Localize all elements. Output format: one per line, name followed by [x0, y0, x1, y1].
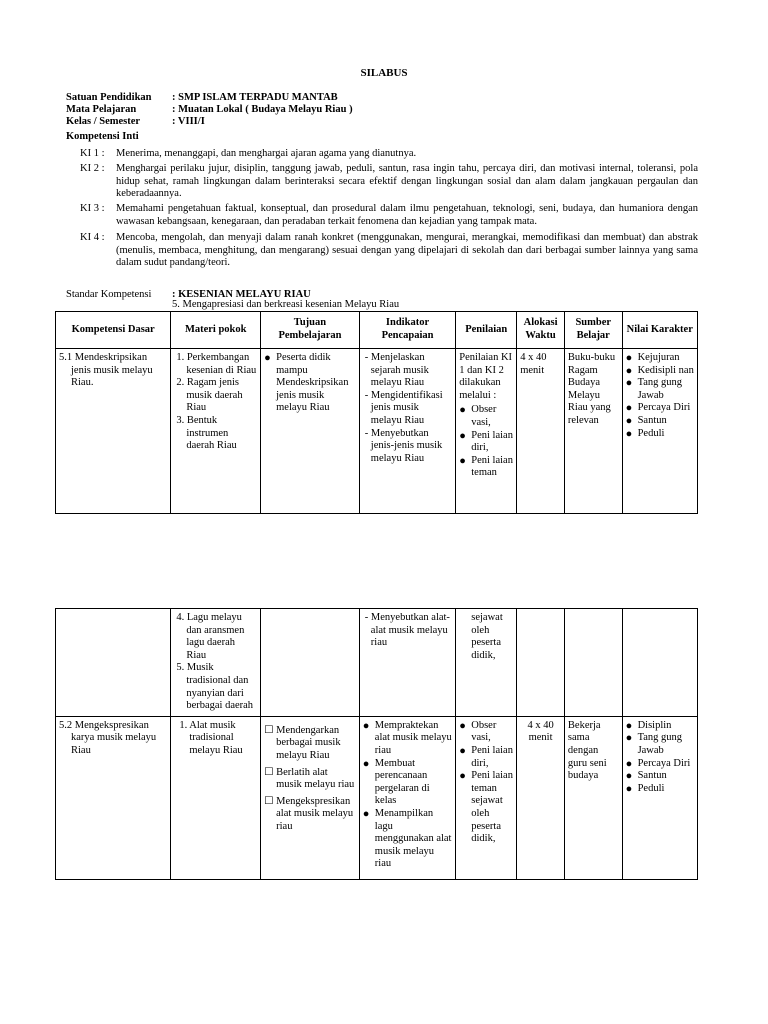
list-item: ● Membuat perencanaan pergelaran di kelas: [362, 757, 430, 807]
sk-sub: 5. Mengapresiasi dan berkreasi kesenian Melayu Riau: [172, 299, 400, 310]
bullet-icon: ●: [625, 352, 633, 364]
cell-indikator: [359, 716, 455, 879]
list-item: 1. Perkembangan kesenian di Riau: [176, 352, 257, 376]
bullet-icon: ●: [625, 719, 633, 732]
list-item: ● Percaya Diri: [625, 402, 691, 415]
list-item: ● Obser vasi,: [459, 719, 497, 744]
ki-2-code: KI 2 :: [80, 163, 105, 174]
list-item: - Mengidentifikasi jenis musik melayu Riau: [364, 389, 443, 426]
list-item: - Menyebutkan alat-alat musik melayu riau: [364, 612, 450, 649]
cell-sumber: [564, 609, 622, 717]
list-item: 4. Lagu melayu dan aransmen lagu daerah Riau: [176, 612, 245, 661]
ki-3: [80, 203, 698, 228]
checkbox-icon: ☐: [264, 795, 274, 807]
th-nilai: Nilai Karakter: [622, 312, 697, 349]
bullet-icon: ●: [625, 757, 633, 770]
list-item: 1. Alat musik tradisional melayu Riau: [179, 719, 243, 756]
cell-tujuan: [261, 609, 360, 717]
list-item: 3. Bentuk instrumen daerah Riau: [176, 414, 237, 452]
bullet-icon: ●: [459, 744, 466, 757]
list-item: ● Santun: [625, 414, 667, 427]
table-row: [56, 716, 698, 879]
bullet-icon: ●: [362, 807, 370, 820]
kompetensi-inti-heading: Kompetensi Inti: [66, 131, 139, 142]
list-item: ● Peduli: [625, 782, 665, 795]
list-item: ● Mempraktekan alat musik melayu riau: [362, 719, 452, 756]
header-mapel: [66, 104, 353, 117]
ki-2: [80, 163, 698, 201]
list-item: ● Santun: [625, 770, 667, 783]
bullet-icon: ●: [625, 770, 633, 783]
ki-2-text: Menghargai perilaku jujur, disiplin, tanggung jawab, peduli, santun, rasa ingin tahu, percaya diri, dan motivasi internal, toleransi, pola hidup sehat, ramah lingkungan dalam berinteraksi secara efektif dengan lingkungan sosial dan alam dalam jangkauan pergaulan dan keberadaannya.: [116, 163, 698, 200]
list-item: ● Kedisipli nan: [625, 364, 694, 377]
header-satuan: [66, 92, 338, 105]
ki-4-text: Mencoba, mengolah, dan menyaji dalam ranah konkret (menggunakan, mengurai, merangkai, memodifikasi dan membuat) dan abstrak (menulis, membaca, menghitung, dan mengarang) sesuai dengan yang dipelajari di sekolah dan dari berbagai sumber lainnya yang sama dalam sudut pandang/teori.: [116, 232, 698, 269]
list-item: ● Peni laian teman: [459, 454, 513, 479]
mapel-value: : Muatan Lokal ( Budaya Melayu Riau ): [172, 104, 353, 115]
list-item: ● Peni laian teman sejawat oleh peserta didik,: [459, 770, 513, 845]
header-kelas: [66, 116, 205, 129]
table-row: [56, 609, 698, 717]
list-item: - Menjelaskan sejarah musik melayu Riau: [364, 352, 429, 389]
bullet-icon: ●: [625, 414, 633, 427]
syllabus-table-2: [55, 608, 698, 880]
cell-nilai: [622, 609, 697, 717]
list-item: ☐ Berlatih alat musik melayu riau: [264, 766, 355, 791]
cell-materi: [171, 349, 261, 514]
cell-alokasi: 4 x 40 menit: [517, 716, 565, 879]
ki-3-text: Memahami pengetahuan faktual, konseptual, dan prosedural dalam ilmu pengetahuan, teknologi, seni, budaya, dan humaniora dengan wawasan kebangsaan, kenegaraan, dan peradaban terkait fenomena dan kejadian yang tampak mata.: [116, 203, 698, 227]
cell-penilaian: [456, 716, 517, 879]
bullet-icon: ●: [625, 402, 633, 415]
cell-nilai: [622, 349, 697, 514]
cell-kd: 5.2 Mengekspresikan karya musik melayu Riau: [56, 716, 171, 879]
list-item: ● Tang gung Jawab: [625, 377, 683, 401]
ki-1-code: KI 1 :: [80, 148, 105, 159]
checkbox-icon: ☐: [264, 724, 274, 736]
list-item: 5. Musik tradisional dan nyanyian dari berbagai daerah: [176, 662, 254, 712]
syllabus-table-1: [55, 311, 698, 514]
cell-materi: [171, 716, 261, 879]
ki-1: [80, 148, 698, 161]
th-materi-pokok: Materi pokok: [171, 312, 261, 349]
cell-tujuan: [261, 716, 360, 879]
cell-penilaian: Penilaian KI 1 dan KI 2 dilakukan melalui : ● Obser vasi, ● Peni laian diri, ● Peni laian teman: [456, 349, 517, 514]
document-title: SILABUS: [360, 67, 408, 79]
sk-label: Standar Kompetensi: [66, 289, 152, 300]
bullet-icon: ●: [459, 770, 466, 783]
th-sumber: Sumber Belajar: [564, 312, 622, 349]
list-item: - Menyebutkan jenis-jenis musik melayu Riau: [364, 427, 443, 464]
cell-penilaian: sejawat oleh peserta didik,: [456, 609, 517, 717]
ki-1-text: Menerima, menanggapi, dan menghargai ajaran agama yang dianutnya.: [116, 148, 417, 159]
bullet-icon: ●: [625, 732, 633, 745]
ki-3-code: KI 3 :: [80, 203, 105, 214]
list-item: ● Peserta didik mampu Mendeskripsikan jenis musik melayu Riau: [264, 352, 349, 414]
list-item: 2. Ragam jenis musik daerah Riau: [176, 377, 243, 414]
cell-sumber: Bekerja sama dengan guru seni budaya: [564, 716, 622, 879]
bullet-icon: ●: [625, 364, 633, 377]
th-tujuan: Tujuan Pembelajaran: [261, 312, 360, 349]
bullet-icon: ●: [362, 719, 370, 732]
list-item: ● Tang gung Jawab: [625, 732, 683, 756]
bullet-icon: ●: [459, 454, 466, 467]
bullet-icon: ●: [625, 427, 633, 440]
satuan-label: Satuan Pendidikan: [66, 92, 152, 103]
sk-value: : KESENIAN MELAYU RIAU: [172, 289, 311, 300]
checkbox-icon: ☐: [264, 766, 274, 778]
table-row: [56, 349, 698, 514]
ki-4-code: KI 4 :: [80, 232, 105, 243]
bullet-icon: ●: [459, 429, 466, 442]
kelas-label: Kelas / Semester: [66, 116, 141, 127]
list-item: ● Menampilkan lagu menggunakan alat musik melayu riau: [362, 807, 452, 870]
cell-indikator: [359, 349, 455, 514]
cell-indikator: [359, 609, 455, 717]
bullet-icon: ●: [625, 377, 633, 390]
cell-tujuan: [261, 349, 360, 514]
bullet-icon: ●: [459, 719, 466, 732]
list-item: ● Percaya Diri: [625, 757, 691, 770]
cell-alokasi: 4 x 40 menit: [517, 349, 565, 514]
list-item: ● Peduli: [625, 427, 665, 440]
list-item: ● Disiplin: [625, 719, 672, 732]
list-item: ● Peni laian diri,: [459, 744, 513, 769]
th-alokasi: Alokasi Waktu: [517, 312, 565, 349]
list-item: ☐ Mengekspresikan alat musik melayu riau: [264, 795, 354, 832]
mapel-label: Mata Pelajaran: [66, 104, 137, 115]
kelas-value: : VIII/I: [172, 116, 205, 127]
cell-sumber: Buku-buku Ragam Budaya Melayu Riau yang relevan: [564, 349, 622, 514]
table-header-row: [56, 312, 698, 349]
ki-4: [80, 232, 698, 270]
bullet-icon: ●: [362, 757, 370, 770]
satuan-value: : SMP ISLAM TERPADU MANTAB: [172, 92, 338, 103]
cell-materi: [171, 609, 261, 717]
list-item: ☐ Mendengarkan berbagai musik melayu Riau: [264, 724, 341, 761]
th-indikator: Indikator Pencapaian: [359, 312, 455, 349]
cell-kd: [56, 609, 171, 717]
cell-kd: 5.1 Mendeskripsikan jenis musik melayu Riau.: [56, 349, 171, 514]
bullet-icon: ●: [459, 404, 466, 417]
cell-nilai: [622, 716, 697, 879]
bullet-icon: ●: [264, 352, 271, 364]
th-penilaian: Penilaian: [456, 312, 517, 349]
cell-alokasi: [517, 609, 565, 717]
list-item: ● Obser vasi,: [459, 404, 497, 428]
th-kompetensi-dasar: Kompetensi Dasar: [56, 312, 171, 349]
bullet-icon: ●: [625, 782, 633, 795]
list-item: ● Peni laian diri,: [459, 429, 513, 454]
list-item: ● Kejujuran: [625, 352, 680, 364]
